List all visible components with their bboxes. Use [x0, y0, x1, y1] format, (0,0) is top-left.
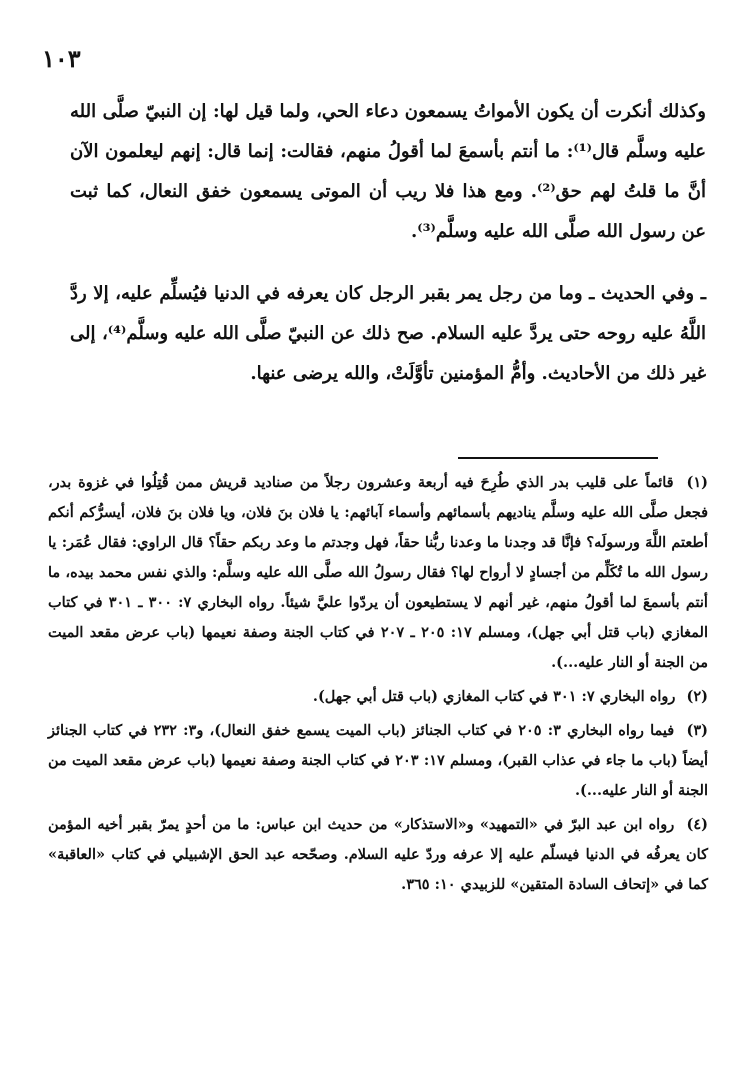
footnote-1 [48, 468, 708, 678]
footnote-number: (٢) [686, 688, 708, 705]
footnote-number: (٤) [686, 816, 708, 833]
footnote-text: رواه ابن عبد البرّ في «التمهيد» و«الاستذكار» من حديث ابن عباس: ما من أحدٍ يمرّ بقبر أخيه المؤمن كان يعرفُه في الدنيا فيسلّم عليه إلا عرفه وردّ عليه السلام. وصحّحه عبد الحق الإشبيلي في كتاب «العاقبة» كما في «إتحاف السادة المتقين» للزبيدي ١٠: ٣٦٥. [48, 816, 708, 893]
footnote-3 [48, 716, 708, 806]
footnote-number: (١) [686, 474, 708, 491]
page-number: ١٠٣ [42, 44, 81, 73]
footnote-4 [48, 810, 708, 900]
footnote-separator [458, 457, 658, 459]
footnote-number: (٣) [686, 722, 708, 739]
footnote-text: رواه البخاري ٧: ٣٠١ في كتاب المغازي (باب قتل أبي جهل). [312, 688, 676, 705]
footnote-text: فيما رواه البخاري ٣: ٢٠٥ في كتاب الجنائز (باب الميت يسمع خفق النعال)، و٣: ٢٣٢ في كتاب الجنائز أيضاً (باب ما جاء في عذاب القبر)، ومسلم ١٧: ٢٠٣ في كتاب الجنة وصفة نعيمها (باب عرض مقعد الميت من الجنة أو النار عليه...). [48, 722, 709, 799]
footnotes [48, 468, 708, 900]
footnote-text: قائماً على قليب بدر الذي طُرِحَ فيه أربعة وعشرون رجلاً من صناديد قريش ممن قُتِلُوا في غزوة بدر، فجعل صلَّى الله عليه وسلَّم يناديهم بأسمائهم وأسماء آبائهم: يا فلان بنَ فلان، ويا فلان بنَ فلان، أيسرُّكم أنكم أطعتم اللَّهَ ورسولَه؟ فإنَّا قد وجدنا ما وعدنا ربُّنا حقاً، فهل وجدتم ما وعد ربكم حقاً؟ قال الراوي: فقال عُمَر: يا رسول الله ما تُكَلِّم من أجسادٍ لا أرواح لها؟ فقال رسولُ الله صلَّى الله عليه وسلَّم: والذي نفس محمد بيده، ما أنتم بأسمعَ لما أقولُ منهم، غير أنهم لا يستطيعون أن يردّوا عليَّ شيئاً. رواه البخاري ٧: ٣٠٠ ـ ٣٠١ في كتاب المغازي (باب قتل أبي جهل)، ومسلم ١٧: ٢٠٥ ـ ٢٠٧ في كتاب الجنة وصفة نعيمها (باب عرض مقعد الميت من الجنة أو النار عليه...). [48, 474, 708, 671]
main-text [70, 92, 706, 394]
footnote-2 [48, 682, 708, 712]
main-paragraph-2: ـ وفي الحديث ـ وما من رجل يمر بقبر الرجل كان يعرفه في الدنيا فيُسلِّم عليه، إلا ردَّ اللَّهُ عليه روحه حتى يردَّ عليه السلام. صح ذلك عن النبيّ صلَّى الله عليه وسلَّم⁽⁴⁾، إلى غير ذلك من الأحاديث. وأمُّ المؤمنين تأوَّلَتْ، والله يرضى عنها. [70, 283, 706, 384]
main-paragraph-1: وكذلك أنكرت أن يكون الأمواتُ يسمعون دعاء الحي، ولما قيل لها: إن النبيّ صلَّى الله عليه وسلَّم قال⁽¹⁾: ما أنتم بأسمعَ لما أقولُ منهم، فقالت: إنما قال: إنهم ليعلمون الآن أنَّ ما قلتُ لهم حق⁽²⁾. ومع هذا فلا ريب أن الموتى يسمعون خفق النعال، كما ثبت عن رسول الله صلَّى الله عليه وسلَّم⁽³⁾. [70, 101, 706, 242]
